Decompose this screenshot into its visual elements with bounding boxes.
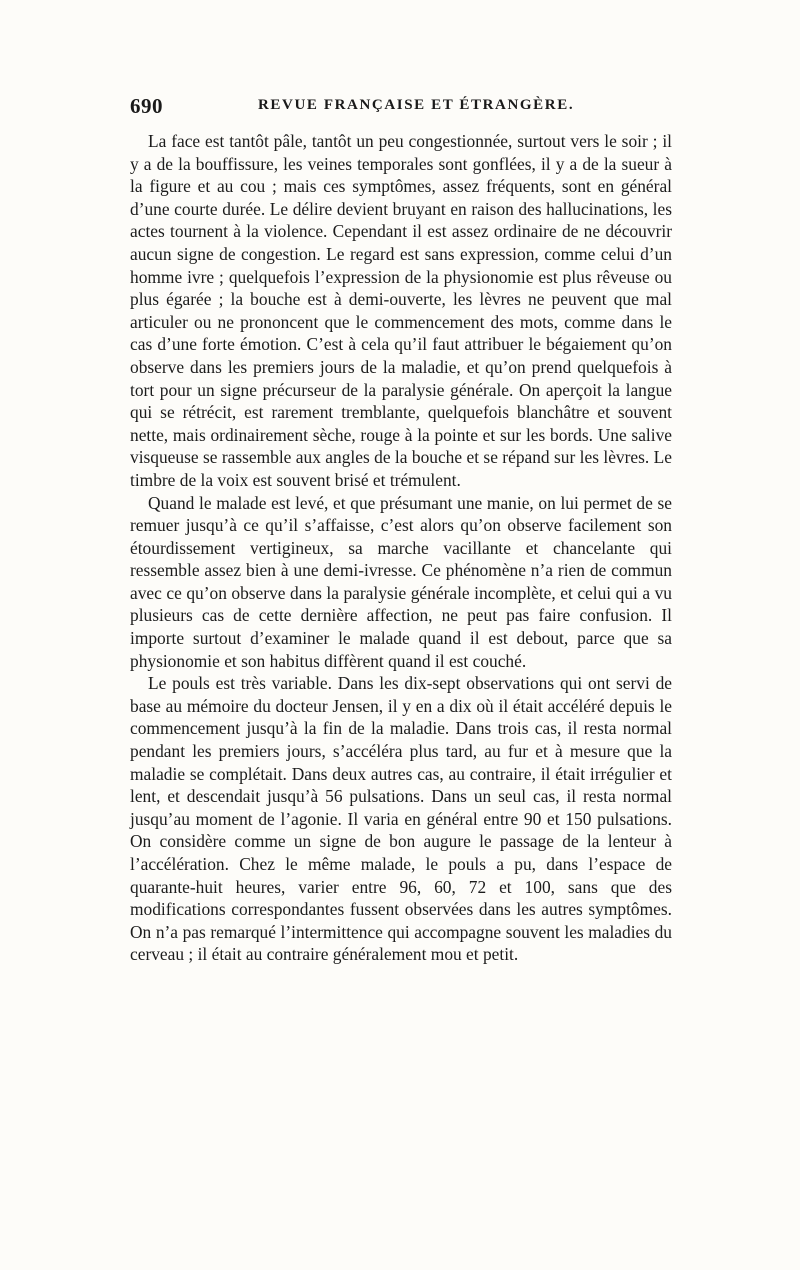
body-text bbox=[130, 130, 672, 966]
paragraph: La face est tantôt pâle, tantôt un peu congestionnée, surtout vers le soir ; il y a de la bouffissure, les veines temporales sont gonflées, il y a de la sueur à la figure et au cou ; mais ces symptômes, assez fréquents, sont en général d’une courte durée. Le délire devient bruyant en raison des hallucinations, les actes tournent à la violence. Cependant il est assez ordinaire de ne découvrir aucun signe de congestion. Le regard est sans expression, comme celui d’un homme ivre ; quelquefois l’expression de la physionomie est plus rêveuse ou plus égarée ; la bouche est à demi-ouverte, les lèvres ne peuvent que mal articuler ou ne prononcent que le commencement des mots, comme dans le cas d’une forte émotion. C’est à cela qu’il faut attribuer le bégaiement qu’on observe dans les premiers jours de la maladie, et qu’on prend quelquefois à tort pour un signe précurseur de la paralysie générale. On aperçoit la langue qui se rétrécit, est rarement tremblante, quelquefois blanchâtre et souvent nette, mais ordinairement sèche, rouge à la pointe et sur les bords. Une salive visqueuse se rassemble aux angles de la bouche et se répand sur les lèvres. Le timbre de la voix est souvent brisé et trémulent. bbox=[130, 131, 672, 490]
paragraph: Quand le malade est levé, et que présumant une manie, on lui permet de se remuer jusqu’à ce qu’il s’affaisse, c’est alors qu’on observe facilement son étourdissement vertigineux, sa marche vacillante et chancelante qui ressemble assez bien à une demi-ivresse. Ce phénomène n’a rien de commun avec ce qu’on observe dans la paralysie générale incomplète, et celui qui a vu plusieurs cas de cette dernière affection, ne peut pas faire confusion. Il importe surtout d’examiner le malade quand il est debout, parce que sa physionomie et son habitus diffèrent quand il est couché. bbox=[130, 492, 672, 671]
page-header bbox=[130, 94, 670, 124]
page-number: 690 bbox=[130, 94, 163, 118]
paragraph: Le pouls est très variable. Dans les dix-sept observations qui ont servi de base au mémoire du docteur Jensen, il y en a dix où il était accéléré depuis le commencement jusqu’à la fin de la maladie. Dans trois cas, il resta normal pendant les premiers jours, s’accéléra plus tard, au fur et à mesure que la maladie se complétait. Dans deux autres cas, au contraire, il était irrégulier et lent, et descendait jusqu’à 56 pulsations. Dans un seul cas, il resta normal jusqu’au moment de l’agonie. Il varia en général entre 90 et 150 pulsations. On considère comme un signe de bon augure le passage de la lenteur à l’accélération. Chez le même malade, le pouls a pu, dans l’espace de quarante-huit heures, varier entre 96, 60, 72 et 100, sans que des modifications correspondantes fussent observées dans les autres symptômes. On n’a pas remarqué l’intermittence qui accompagne souvent les maladies du cerveau ; il était au contraire généralement mou et petit. bbox=[130, 673, 672, 965]
running-title: REVUE FRANÇAISE ET ÉTRANGÈRE. bbox=[258, 97, 575, 113]
